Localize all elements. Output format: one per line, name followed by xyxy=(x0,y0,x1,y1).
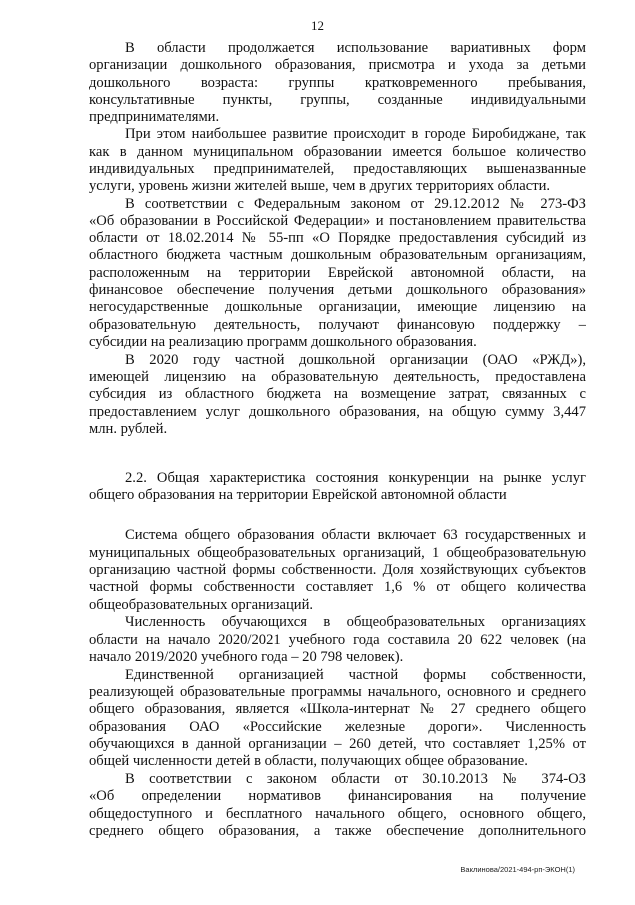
text-line: В области продолжается использование вариативных форм xyxy=(125,40,586,56)
text-line: млн. рублей. xyxy=(89,421,168,437)
text-line: 2.2. Общая характеристика состояния конкуренции на рынке услуг xyxy=(125,470,586,486)
text-line: общеобразовательных организаций. xyxy=(89,597,314,613)
text-line: субсидия из областного бюджета на возмещение затрат, связанных с xyxy=(89,386,586,402)
text-line: общего образования на территории Еврейской автономной области xyxy=(89,487,507,503)
text-line: При этом наибольшее развитие происходит в городе Биробиджане, так xyxy=(125,126,586,142)
text-line: образования ОАО «Российские железные дороги». Численность xyxy=(89,719,586,735)
text-line: общего образования, является «Школа-интернат № 27 среднего общего xyxy=(89,701,586,717)
text-line: реализующей образовательные программы начального, основного и среднего xyxy=(89,684,586,700)
text-line: финансовое обеспечение получения детьми дошкольного образования» xyxy=(89,282,586,298)
text-line: образовательную деятельность, получают финансовую поддержку – xyxy=(89,317,586,333)
text-line: предпринимателями. xyxy=(89,109,220,125)
text-line: Система общего образования области включает 63 государственных и xyxy=(125,527,586,543)
text-line: предоставлением услуг дошкольного образования, на общую сумму 3,447 xyxy=(89,404,586,420)
text-line: как в данном муниципальном образовании имеется большое количество xyxy=(89,144,586,160)
text-line: Единственной организацией частной формы собственности, xyxy=(125,667,586,683)
document-footer-code: Ваклинова/2021-494-рп-ЭКОН(1) xyxy=(460,865,575,874)
text-line: организации дошкольного образования, присмотра и ухода за детьми xyxy=(89,57,586,73)
text-line: консультативные пункты, группы, созданные индивидуальными xyxy=(89,92,586,108)
text-line: расположенным на территории Еврейской автономной области, на xyxy=(89,265,586,281)
text-line: муниципальных общеобразовательных организаций, 1 общеобразовательную xyxy=(89,545,586,561)
text-line: услуги, уровень жизни жителей выше, чем в других территориях области. xyxy=(89,178,551,194)
text-line: индивидуальных предпринимателей, предоставляющих вышеназванные xyxy=(89,161,586,177)
text-line: субсидии на реализацию программ дошкольного образования. xyxy=(89,334,477,350)
text-line: Численность обучающихся в общеобразовательных организациях xyxy=(125,614,586,630)
text-line: общедоступного и бесплатного начального общего, основного общего, xyxy=(89,806,586,822)
text-line: частной формы собственности составляет 1,6 % от общего количества xyxy=(89,579,586,595)
text-line: организацию частной формы собственности. Доля хозяйствующих субъектов xyxy=(89,562,586,578)
text-line: В соответствии с Федеральным законом от 29.12.2012 № 273-ФЗ xyxy=(125,196,586,212)
text-line: В соответствии с законом области от 30.10.2013 № 374-ОЗ xyxy=(125,771,586,787)
text-line: дошкольного возраста: группы кратковременного пребывания, xyxy=(89,75,586,91)
page-number: 12 xyxy=(311,18,324,33)
text-line: начало 2019/2020 учебного года – 20 798 человек). xyxy=(89,649,404,665)
text-line: имеющей лицензию на образовательную деятельность, предоставлена xyxy=(89,369,586,385)
text-line: области на начало 2020/2021 учебного года составила 20 622 человек (на xyxy=(89,632,586,648)
text-line: «Об определении нормативов финансирования на получение xyxy=(89,788,586,804)
text-line: обучающихся в данной организации – 260 детей, что составляет 1,25% от xyxy=(89,736,586,752)
text-line: «Об образовании в Российской Федерации» и постановлением правительства xyxy=(89,213,586,229)
text-line: среднего общего образования, а также обеспечение дополнительного xyxy=(89,823,586,839)
text-line: общей численности детей в области, получающих общее образование. xyxy=(89,753,528,769)
text-line: негосударственные дошкольные организации, имеющие лицензию на xyxy=(89,299,586,315)
text-line: области от 18.02.2014 № 55-пп «О Порядке предоставления субсидий из xyxy=(89,230,586,246)
text-line: В 2020 году частной дошкольной организации (ОАО «РЖД»), xyxy=(125,352,586,368)
text-line: областного бюджета частным дошкольным образовательным организациям, xyxy=(89,247,586,263)
